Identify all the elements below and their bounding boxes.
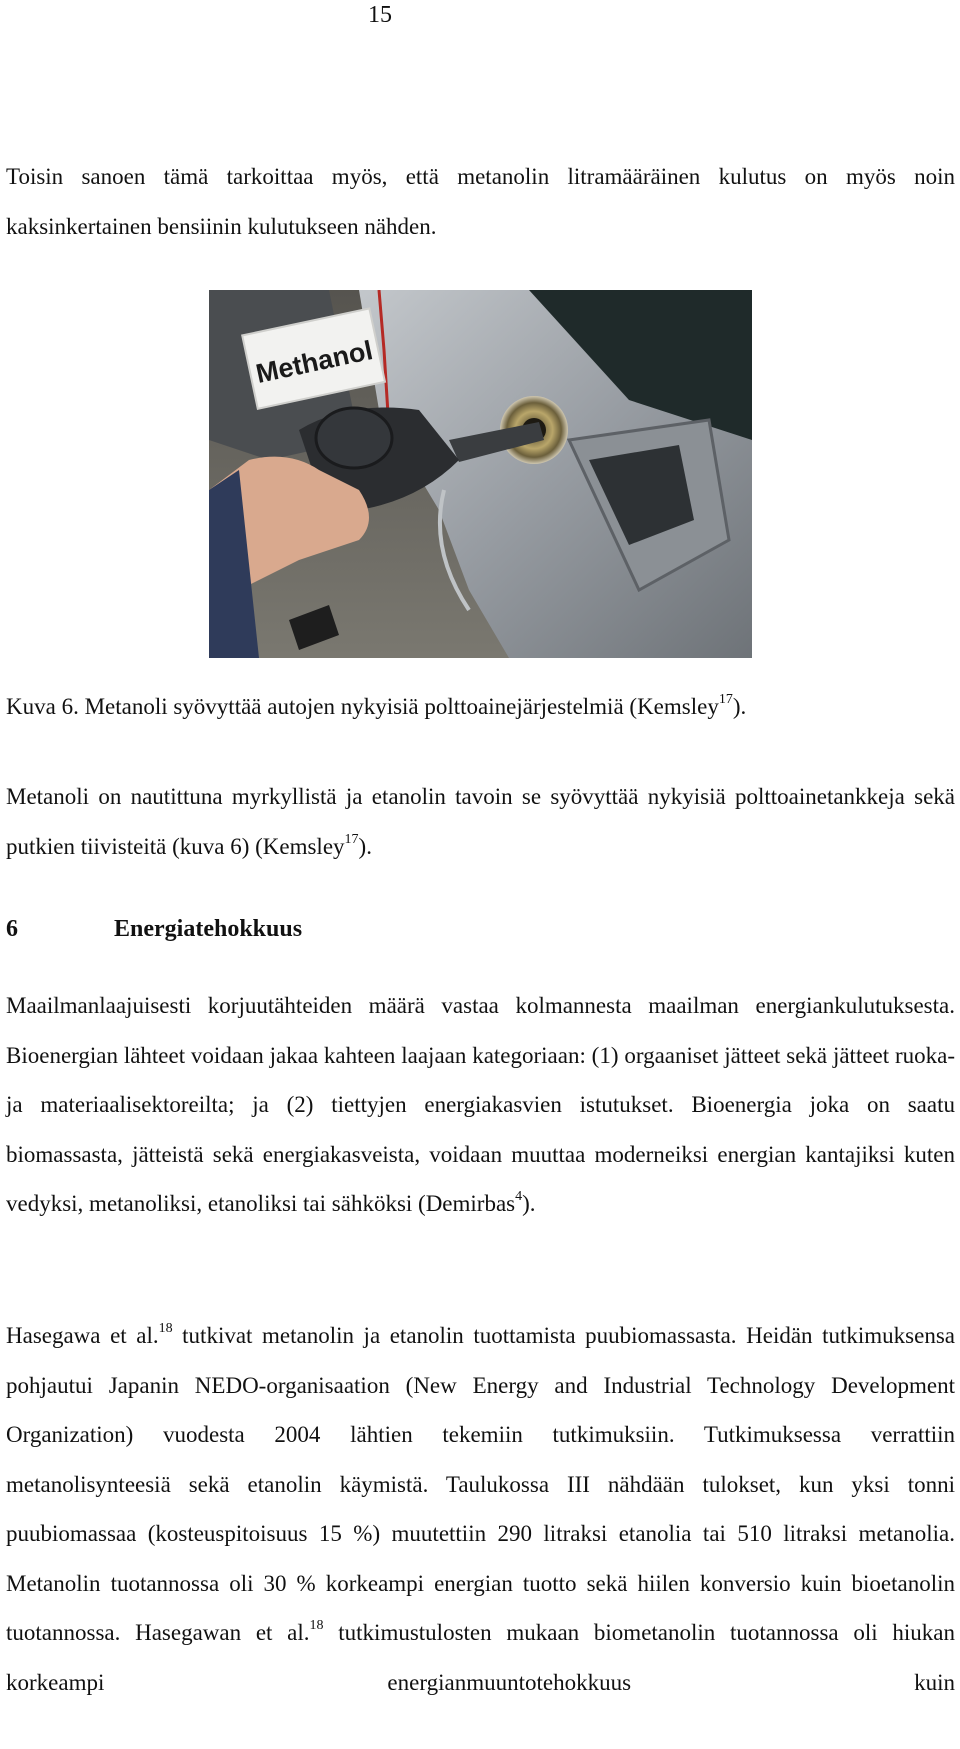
figure-methanol-refuel [209,290,752,658]
section-title: Energiatehokkuus [114,916,303,942]
hasegawa-reference-2: 18 [309,1618,324,1634]
page-number: 15 [368,2,392,28]
hasegawa-paragraph: Hasegawa et al.$^{18}$ tutkivat metanolin ja etanolin tuottamista puubiomassasta. Heidän tutkimuksensa pohjautui Japanin NEDO-organisaation (New Energy and Industrial Technology Development Organization) vuodesta 2004 lähtien tekemiin tutkimuksiin. Tutkimuksessa verrattiin metanolisynteesiä sekä etanolin käymistä. Taulukossa III nähdään tulokset, kun yksi tonni puubiomassaa (kosteuspitoisuus 15 %) muutettiin 290 litraksi etanolia tai 510 litraksi metanolia. Metanolin tuotannossa oli 30 % korkeampi energian tuotto sekä hiilen konversio kuin bioetanolin tuotannossa. Hasegawan et al.$^{18}$ tutkimustulosten mukaan biometanolin tuotannossa oli hiukan korkeampi energianmuuntotehokkuus kuin [6,1321,955,1695]
bioenergy-paragraph: Maailmanlaajuisesti korjuutähteiden määrä vastaa kolmannesta maailman energiankulutuksesta. Bioenergian lähteet voidaan jakaa kahteen laajaan kategoriaan: (1) orgaaniset jätteet sekä jätteet ruoka- ja materiaalisektoreilta; ja (2) tiettyjen energiakasvien istutukset. Bioenergia joka on saatu biomassasta, jätteistä sekä energiakasveista, voidaan muuttaa moderneiksi energian kantajiksi kuten vedyksi, metanoliksi, etanoliksi tai sähköksi (Demirbas$^4$). [6,993,955,1216]
hasegawa-reference-1: 18 [158,1321,173,1337]
section-number: 6 [6,916,18,942]
methanol-sign-text: Methanol [253,335,376,390]
nozzle-cap [316,408,392,468]
refuel-photo [209,290,752,658]
caption-reference: 17 [718,692,733,708]
methanol-reference: 17 [344,831,359,847]
methanol-toxicity-paragraph: Metanoli on nautittuna myrkyllistä ja etanolin tavoin se syövyttää nykyisiä polttoainetankkeja sekä putkien tiivisteitä (kuva 6) (Kemsley$^{17}$). [6,784,955,859]
bioenergy-reference: 4 [515,1189,523,1205]
figure-caption: Kuva 6. Metanoli syövyttää autojen nykyisiä polttoainejärjestelmiä (Kemsley$^{17}$). [6,692,747,719]
intro-paragraph: Toisin sanoen tämä tarkoittaa myös, että metanolin litramääräinen kulutus on myös noin kaksinkertainen bensiinin kulutukseen nähden. [6,164,955,239]
section-heading [6,914,302,944]
